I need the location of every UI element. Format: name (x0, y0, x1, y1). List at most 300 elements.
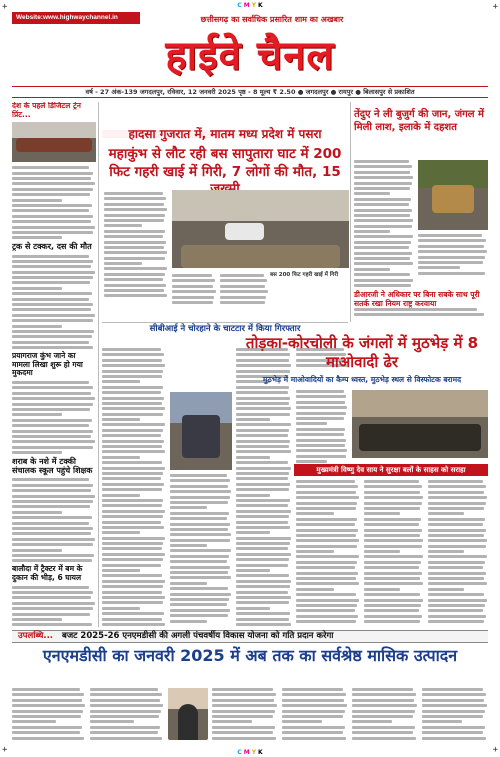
left-headline-2: ट्रक से टक्कर, दस की मौत (12, 242, 92, 252)
body-text-line (428, 480, 483, 483)
body-text-line (296, 491, 356, 494)
body-text-line (170, 523, 230, 526)
body-text-line (364, 555, 423, 558)
body-text-line (102, 467, 165, 470)
body-text-line (12, 500, 93, 503)
body-text-line (428, 620, 484, 623)
body-text-line (236, 623, 291, 626)
body-text-line (102, 353, 164, 356)
left-headline-1: देश के पहले डिजिटल ट्रेन प्रिंट... (12, 102, 81, 119)
body-text-line (170, 582, 207, 585)
body-text-line (236, 418, 270, 421)
body-text-line (354, 313, 484, 316)
body-text-line (102, 569, 140, 572)
body-text-line (102, 364, 165, 367)
body-text-line (296, 433, 344, 436)
body-text-line (354, 192, 390, 195)
body-text-line (12, 602, 95, 605)
body-text-line (102, 553, 165, 556)
body-text-line (236, 547, 288, 550)
body-text-line (364, 609, 419, 612)
body-text-line (12, 220, 91, 223)
body-text-line (104, 294, 167, 297)
body-text-line (102, 423, 165, 426)
body-text-line (12, 408, 90, 411)
body-text-line (102, 434, 161, 437)
body-text-line (364, 599, 423, 602)
body-text-line (296, 539, 359, 542)
issue-info-bar: वर्ष - 27 अंक-139 जगदलपुर, रविवार, 12 जनवरी 2025 पृष्ठ - 8 मूल्य ₹ 2.50 ● जगदलपुर ● रायपुर ● बिलासपुर से प्रकाशित (12, 86, 488, 98)
body-text-line (296, 529, 358, 532)
body-text-line (102, 558, 163, 561)
body-text-line (102, 547, 162, 550)
body-text-line (12, 276, 93, 279)
body-text-line (364, 496, 423, 499)
body-text-line (170, 496, 230, 499)
body-text-line (12, 177, 91, 180)
body-text-line (296, 561, 357, 564)
body-text-line (104, 267, 167, 270)
body-text-line (236, 413, 290, 416)
body-text-line (12, 335, 92, 338)
body-text-line (104, 278, 163, 281)
body-text-line (12, 478, 89, 481)
body-text-line (12, 446, 93, 449)
body-text-line (296, 620, 356, 623)
body-text-line (236, 397, 290, 400)
body-text-line (352, 693, 416, 696)
body-text-line (354, 235, 413, 238)
cbi-headline: सीबीआई ने चोरहाने के चाटटार में किया गिरफ्तार (149, 324, 301, 334)
body-text-line (354, 230, 390, 233)
body-text-line (352, 699, 414, 702)
body-text-line (12, 737, 84, 740)
body-text-line (428, 545, 486, 548)
body-text-line (296, 401, 345, 404)
body-text-line (364, 502, 422, 505)
body-text-line (90, 699, 160, 702)
body-text-line (364, 518, 421, 521)
body-text-line (236, 542, 290, 545)
body-text-line (354, 308, 477, 311)
body-text-line (102, 504, 162, 507)
body-text-line (282, 720, 322, 723)
body-text-line (364, 550, 400, 553)
masthead (12, 26, 488, 86)
registration-mark: + (2, 745, 8, 755)
body-text-line (12, 265, 91, 268)
body-text-line (296, 545, 357, 548)
body-text-line (12, 386, 93, 389)
body-text-line (364, 523, 419, 526)
body-text-line (170, 571, 228, 574)
body-text-line (354, 198, 411, 201)
body-text-line (236, 618, 289, 621)
body-text-line (170, 609, 230, 612)
body-text-line (428, 609, 483, 612)
body-text-line (12, 341, 89, 344)
body-text-line (422, 710, 485, 713)
body-text-line (12, 308, 91, 311)
body-text-line (296, 615, 358, 618)
body-text-line (12, 623, 92, 626)
body-text-line (422, 693, 486, 696)
body-text-line (422, 704, 487, 707)
naxal-headline: तोड़का-कोरचोली के जंगलों में मुठभेड़ में 8 माओवादी ढेर (245, 334, 479, 371)
nmdc-headline: एनएमडीसी का जनवरी 2025 में अब तक का सर्वश्रेष्ठ मासिक उत्पादन (42, 646, 458, 665)
body-text-line (296, 523, 355, 526)
body-text-line (12, 607, 93, 610)
body-text-line (354, 160, 409, 163)
body-text-line (102, 450, 165, 453)
body-text-line (418, 256, 485, 259)
body-text-line (12, 255, 89, 258)
body-text-line (212, 699, 274, 702)
body-text-line (418, 234, 482, 237)
lead-headline: महाकुंभ से लौट रही बस सापुतारा घाट में 200 फिट गहरी खाई में गिरी, 7 लोगों की मौत, 15 (108, 146, 342, 180)
body-text-line (12, 172, 93, 175)
body-text-line (296, 449, 347, 452)
body-text-line (296, 496, 359, 499)
body-text-line (12, 424, 89, 427)
body-text-line (102, 386, 163, 389)
body-text-line (12, 693, 84, 696)
body-text-line (296, 593, 356, 596)
body-text-line (236, 607, 270, 610)
encounter-photo (352, 390, 488, 458)
body-text-line (12, 505, 90, 508)
body-text-line (12, 199, 62, 202)
body-text-line (212, 688, 273, 691)
body-text-line (236, 558, 289, 561)
body-text-line (170, 501, 228, 504)
body-text-line (354, 273, 410, 276)
body-text-line (236, 521, 288, 524)
body-text-line (428, 588, 464, 591)
body-text-line (364, 566, 419, 569)
body-text-line (102, 456, 140, 459)
cmyk-marks-top: C M Y K (237, 2, 263, 9)
body-text-line (364, 545, 422, 548)
body-text-line (236, 612, 290, 615)
registration-mark: + (2, 2, 8, 12)
body-text-line (12, 543, 93, 546)
body-text-line (104, 284, 166, 287)
body-text-line (170, 614, 228, 617)
body-text-line (170, 566, 230, 569)
body-text-line (354, 171, 410, 174)
body-text-line (296, 588, 334, 591)
body-text-line (12, 522, 89, 525)
body-text-line (236, 472, 289, 475)
body-text-line (172, 301, 213, 304)
body-text-line (236, 461, 288, 464)
body-text-line (422, 715, 483, 718)
body-text-line (102, 370, 163, 373)
body-text-line (428, 534, 484, 537)
train-photo (12, 122, 96, 162)
body-text-line (296, 428, 345, 431)
body-text-line (282, 726, 345, 729)
left-headline-4: शराब के नशे में टक्की संचालक स्कूल पहुंचे शिक्षक (12, 457, 93, 476)
body-text-line (296, 609, 355, 612)
body-text-line (12, 209, 89, 212)
body-text-line (364, 491, 420, 494)
body-text-line (12, 495, 95, 498)
body-text-line (428, 496, 487, 499)
body-text-line (90, 704, 163, 707)
body-text-line (102, 397, 164, 400)
body-text-line (102, 510, 165, 513)
body-text-line (428, 615, 486, 618)
body-text-line (12, 596, 91, 599)
body-text-line (282, 731, 343, 734)
body-text-line (170, 544, 207, 547)
lead-kicker: हादसा गुजरात में, मातम मध्य प्रदेश में पसरा (128, 127, 322, 141)
body-text-line (12, 538, 95, 541)
body-text-line (418, 272, 485, 275)
cm-praise-bar: मुख्यमंत्री विष्णु देव साय ने सुरक्षा बलों के साहस को सराहा (294, 464, 488, 476)
body-text-line (212, 710, 275, 713)
body-text-line (102, 440, 164, 443)
body-text-line (212, 726, 275, 729)
body-text-line (364, 582, 423, 585)
body-text-line (12, 720, 56, 723)
body-text-line (12, 430, 93, 433)
lead-photo-caption: बस 200 फिट गहरी खाई में गिरी (270, 272, 339, 278)
body-text-line (364, 588, 400, 591)
body-text-line (12, 489, 91, 492)
body-text-line (102, 461, 162, 464)
body-text-line (428, 485, 486, 488)
body-text-line (12, 397, 95, 400)
body-text-line (102, 612, 164, 615)
body-text-line (12, 715, 81, 718)
body-text-line (170, 560, 227, 563)
body-text-line (236, 440, 290, 443)
body-text-line (90, 693, 162, 696)
body-text-line (170, 549, 231, 552)
body-text-line (354, 214, 410, 217)
body-text-line (104, 208, 167, 211)
body-text-line (296, 422, 327, 425)
drg-headline: डीआरजी ने अधिकार पर बिना सबके साथ पूरी सतर्क रखा नियम राष्ट्र करवाया (354, 290, 480, 309)
body-text-line (354, 262, 413, 265)
body-text-line (102, 591, 162, 594)
body-text-line (102, 494, 140, 497)
body-text-line (102, 531, 140, 534)
body-text-line (172, 290, 216, 293)
body-text-line (90, 731, 158, 734)
body-text-line (428, 518, 485, 521)
body-text-line (170, 506, 207, 509)
body-text-line (104, 219, 164, 222)
body-text-line (296, 599, 359, 602)
body-text-line (102, 623, 165, 626)
body-text-line (364, 615, 422, 618)
body-text-line (296, 572, 358, 575)
body-text-line (102, 418, 140, 421)
body-text-line (212, 693, 276, 696)
body-text-line (12, 710, 83, 713)
body-text-line (236, 386, 289, 389)
body-text-line (354, 165, 412, 168)
body-text-line (354, 187, 410, 190)
body-text-line (282, 704, 347, 707)
body-text-line (354, 279, 413, 282)
body-text-line (282, 693, 346, 696)
tagline: छत्तीसगढ़ का सर्वाधिक प्रसारित शाम का अखबार (200, 15, 344, 24)
body-text-line (220, 301, 265, 304)
body-text-line (236, 467, 291, 470)
ticker-tag: उपलब्धि... (18, 631, 54, 641)
left-column (12, 102, 96, 627)
body-text-line (352, 720, 392, 723)
body-text-line (12, 511, 62, 514)
body-text-line (12, 440, 95, 443)
body-text-line (104, 203, 164, 206)
body-text-line (12, 236, 62, 239)
body-text-line (90, 737, 162, 740)
body-text-line (102, 526, 164, 529)
body-text-line (428, 582, 487, 585)
body-text-line (236, 537, 291, 540)
body-text-line (12, 281, 90, 284)
body-text-line (364, 572, 422, 575)
ticker-text: बजट 2025-26 एनएमडीसी की अगली पंचवर्षीय विकास योजना को गति प्रदान करेगा (62, 631, 334, 641)
body-text-line (236, 574, 289, 577)
body-text-line (418, 261, 483, 264)
body-text-line (352, 715, 413, 718)
body-text-line (428, 529, 486, 532)
body-text-line (12, 451, 62, 454)
body-text-line (172, 285, 213, 288)
body-text-line (172, 274, 212, 277)
body-text-line (170, 517, 227, 520)
body-text-line (296, 550, 334, 553)
body-text-line (428, 507, 484, 510)
body-text-line (12, 292, 92, 295)
body-text-line (364, 539, 423, 542)
body-text-line (170, 620, 207, 623)
body-text-line (220, 279, 267, 282)
body-text-line (12, 559, 92, 562)
body-text-line (104, 257, 165, 260)
body-text-line (104, 197, 166, 200)
body-text-line (428, 604, 485, 607)
body-text-line (236, 504, 288, 507)
body-text-line (12, 303, 93, 306)
body-text-line (428, 502, 486, 505)
body-text-line (170, 533, 231, 536)
body-text-line (364, 529, 422, 532)
newspaper-title: हाईवे चैनल (165, 32, 335, 79)
body-text-line (170, 555, 229, 558)
body-text-line (220, 285, 265, 288)
body-text-line (236, 580, 291, 583)
body-text-line (12, 193, 90, 196)
body-text-line (102, 477, 161, 480)
body-text-line (102, 499, 163, 502)
body-text-line (428, 593, 484, 596)
newspaper-page (12, 12, 488, 745)
body-text-line (236, 553, 291, 556)
body-text-line (428, 599, 487, 602)
body-text-line (12, 516, 92, 519)
body-text-line (90, 720, 134, 723)
bus-accident-photo (172, 190, 349, 268)
body-text-line (102, 542, 163, 545)
body-text-line (102, 407, 165, 410)
body-text-line (12, 346, 93, 349)
body-text-line (236, 531, 270, 534)
body-text-line (102, 515, 163, 518)
body-text-line (12, 403, 93, 406)
body-text-line (422, 731, 483, 734)
body-text-line (422, 720, 462, 723)
leopard-photo (418, 160, 488, 230)
body-text-line (170, 539, 230, 542)
body-text-line (236, 585, 290, 588)
body-text-line (428, 577, 484, 580)
body-text-line (296, 390, 344, 393)
body-text-line (172, 279, 215, 282)
body-text-line (428, 561, 485, 564)
body-text-line (102, 402, 162, 405)
body-text-line (102, 574, 162, 577)
body-text-line (102, 483, 164, 486)
body-text-line (236, 477, 288, 480)
body-text-line (12, 704, 85, 707)
body-text-line (170, 490, 231, 493)
body-text-line (296, 417, 344, 420)
body-text-line (236, 456, 270, 459)
body-text-line (354, 219, 413, 222)
body-text-line (296, 604, 357, 607)
body-text-line (12, 688, 80, 691)
body-text-line (354, 241, 411, 244)
body-text-line (236, 483, 290, 486)
body-text-line (102, 413, 163, 416)
left-headline-5: बालौदा में ट्रैक्टर में बम के दुकान की भीड़, 6 घायल (12, 564, 83, 582)
body-text-line (236, 596, 291, 599)
body-text-line (212, 720, 252, 723)
body-text-line (12, 226, 95, 229)
body-text-line (236, 488, 289, 491)
body-text-line (170, 528, 228, 531)
body-text-line (354, 257, 410, 260)
body-text-line (102, 596, 165, 599)
body-text-line (354, 252, 412, 255)
body-text-line (364, 577, 420, 580)
body-text-line (364, 620, 420, 623)
body-text-line (170, 598, 229, 601)
body-text-line (12, 532, 91, 535)
body-text-line (236, 569, 270, 572)
leopard-headline: तेंदुए ने ली बुजुर्ग की जान, जंगल में मिली लाश, इलाके में दहशत (354, 109, 485, 133)
website-banner[interactable]: Website:www.highwaychannel.in (12, 12, 140, 24)
body-text-line (104, 246, 164, 249)
body-text-line (364, 485, 422, 488)
body-text-line (12, 554, 94, 557)
body-text-line (296, 555, 359, 558)
body-text-line (296, 455, 346, 458)
body-text-line (212, 704, 277, 707)
body-text-line (104, 192, 163, 195)
body-text-line (12, 591, 93, 594)
body-text-line (364, 534, 420, 537)
body-text-line (104, 214, 165, 217)
